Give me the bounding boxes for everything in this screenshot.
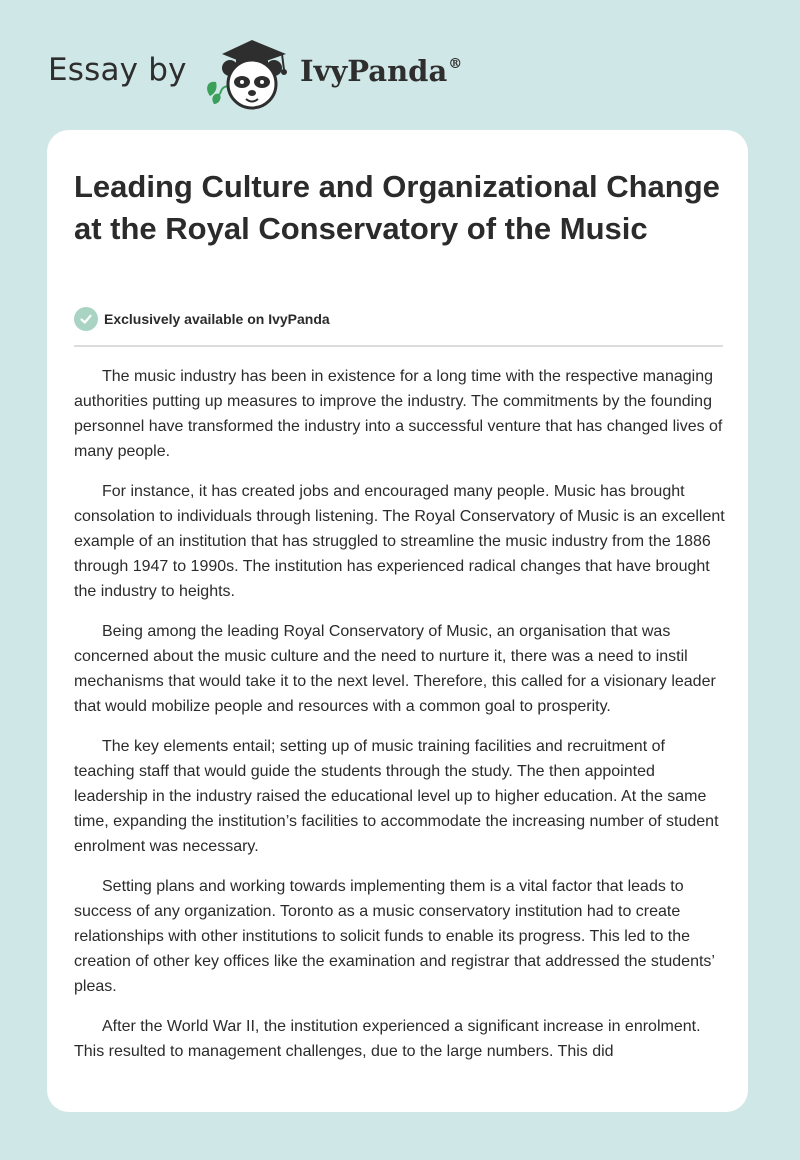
exclusive-label: Exclusively available on IvyPanda	[104, 311, 330, 327]
paragraph-4: The key elements entail; setting up of music training facilities and recruitment of teaching staff that would guide the students through the study. The then appointed leadership in the industry raised the educational level up to higher education. At the same time, expanding the institution’s facilities to accommodate the increasing number of student enrolment was necessary.	[74, 738, 719, 855]
essay-card	[47, 130, 748, 1112]
paragraph-2: For instance, it has created jobs and encouraged many people. Music has brought consolation to individuals through listening. The Royal Conservatory of Music is an excellent example of an institution that has struggled to streamline the music industry from the 1886 through 1947 to 1990s. The institution has experienced radical changes that have brought the industry to heights.	[74, 483, 725, 600]
exclusive-badge	[74, 307, 330, 331]
divider	[74, 345, 723, 347]
essay-title: Leading Culture and Organizational Change at the Royal Conservatory of the Music	[74, 169, 720, 246]
paragraph-3: Being among the leading Royal Conservatory of Music, an organisation that was concerned about the music culture and the need to nurture it, there was a need to instil mechanisms that would take it to the next level. Therefore, this called for a visionary leader that would mobilize people and resources with a common goal to prosperity.	[74, 623, 716, 715]
paragraph-6: After the World War II, the institution experienced a significant increase in enrolment. This resulted to management challenges, due to the large numbers. This did	[74, 1018, 701, 1060]
brand-prefix: Essay by	[48, 52, 187, 88]
brand-name[interactable]: IvyPanda®	[300, 54, 463, 88]
check-icon	[74, 307, 98, 331]
site-header	[48, 36, 508, 112]
ivypanda-logo-icon[interactable]	[202, 36, 298, 112]
paragraph-1: The music industry has been in existence for a long time with the respective managing authorities putting up measures to improve the industry. The commitments by the founding personnel have transformed the industry into a successful venture that has changed lives of many people.	[74, 368, 723, 460]
brand-registered-mark: ®	[448, 56, 463, 72]
essay-body	[74, 364, 726, 1079]
paragraph-5: Setting plans and working towards implementing them is a vital factor that leads to success of any organization. Toronto as a music conservatory institution had to create relationships with other institutions to solicit funds to enable its progress. This led to the creation of other key offices like the examination and registrar that addressed the students’ pleas.	[74, 878, 715, 995]
